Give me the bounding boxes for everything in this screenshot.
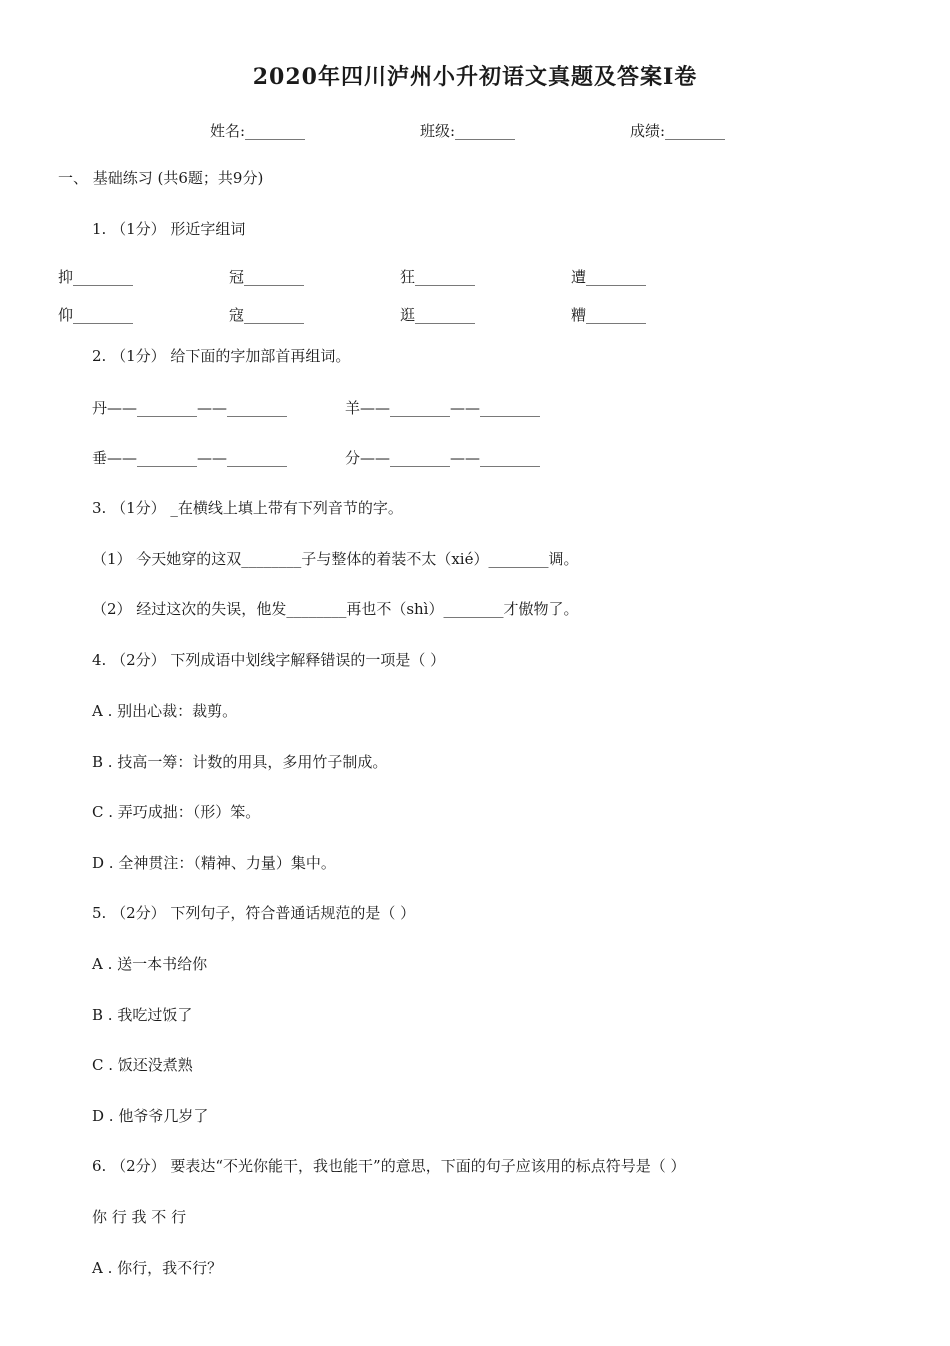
q5-option-c: C . 饭还没煮熟: [92, 1056, 193, 1074]
question-1-stem: 1. （1分） 形近字组词: [92, 220, 246, 238]
q3-item-1: （1） 今天她穿的这双________子与整体的着装不太（xié）________调。: [92, 550, 579, 568]
q5-option-b: B . 我吃过饭了: [92, 1006, 193, 1024]
question-3-stem: 3. （1分） _在横线上填上带有下列音节的字。: [92, 499, 403, 517]
q1-word-item: 寇________: [229, 306, 305, 324]
q5-option-a: A . 送一本书给你: [92, 955, 208, 973]
q3-item-2: （2） 经过这次的失误，他发________再也不（shì）________才傲物了。: [92, 600, 579, 618]
q4-option-d: D . 全神贯注：（精神、力量）集中。: [92, 854, 336, 872]
q2-radical-item: 分——________——________: [345, 449, 541, 467]
q2-radical-item: 羊——________——________: [345, 399, 541, 417]
question-2-stem: 2. （1分） 给下面的字加部首再组词。: [92, 347, 351, 365]
q2-radical-item: 丹——________——________: [92, 399, 288, 417]
q2-radical-item: 垂——________——________: [92, 449, 288, 467]
q4-option-c: C . 弄巧成拙：（形）笨。: [92, 803, 261, 821]
question-6-stem: 6. （2分） 要表达“不光你能干，我也能干”的意思，下面的句子应该用的标点符号是（ ）: [92, 1157, 686, 1175]
name-field: 姓名:________: [210, 122, 306, 140]
q4-option-a: A . 别出心裁：裁剪。: [92, 702, 238, 720]
q5-option-d: D . 他爷爷几岁了: [92, 1107, 209, 1125]
class-field: 班级:________: [420, 122, 516, 140]
q6-sentence: 你 行 我 不 行: [92, 1208, 187, 1226]
question-4-stem: 4. （2分） 下列成语中划线字解释错误的一项是（ ）: [92, 651, 446, 669]
q1-word-item: 逛________: [400, 306, 476, 324]
q1-word-item: 抑________: [58, 268, 134, 286]
q1-word-item: 冠________: [229, 268, 305, 286]
page-title: 2020年四川泸州小升初语文真题及答案Ⅰ卷: [252, 64, 698, 90]
q4-option-b: B . 技高一筹：计数的用具，多用竹子制成。: [92, 753, 388, 771]
score-field: 成绩:________: [630, 122, 726, 140]
question-5-stem: 5. （2分） 下列句子，符合普通话规范的是（ ）: [92, 904, 416, 922]
q1-word-item: 遭________: [571, 268, 647, 286]
q1-word-item: 糟________: [571, 306, 647, 324]
q1-word-item: 狂________: [400, 268, 476, 286]
q1-word-item: 仰________: [58, 306, 134, 324]
section-heading: 一、 基础练习 (共6题；共9分): [58, 169, 264, 187]
q6-option-a: A . 你行，我不行？: [92, 1259, 223, 1277]
